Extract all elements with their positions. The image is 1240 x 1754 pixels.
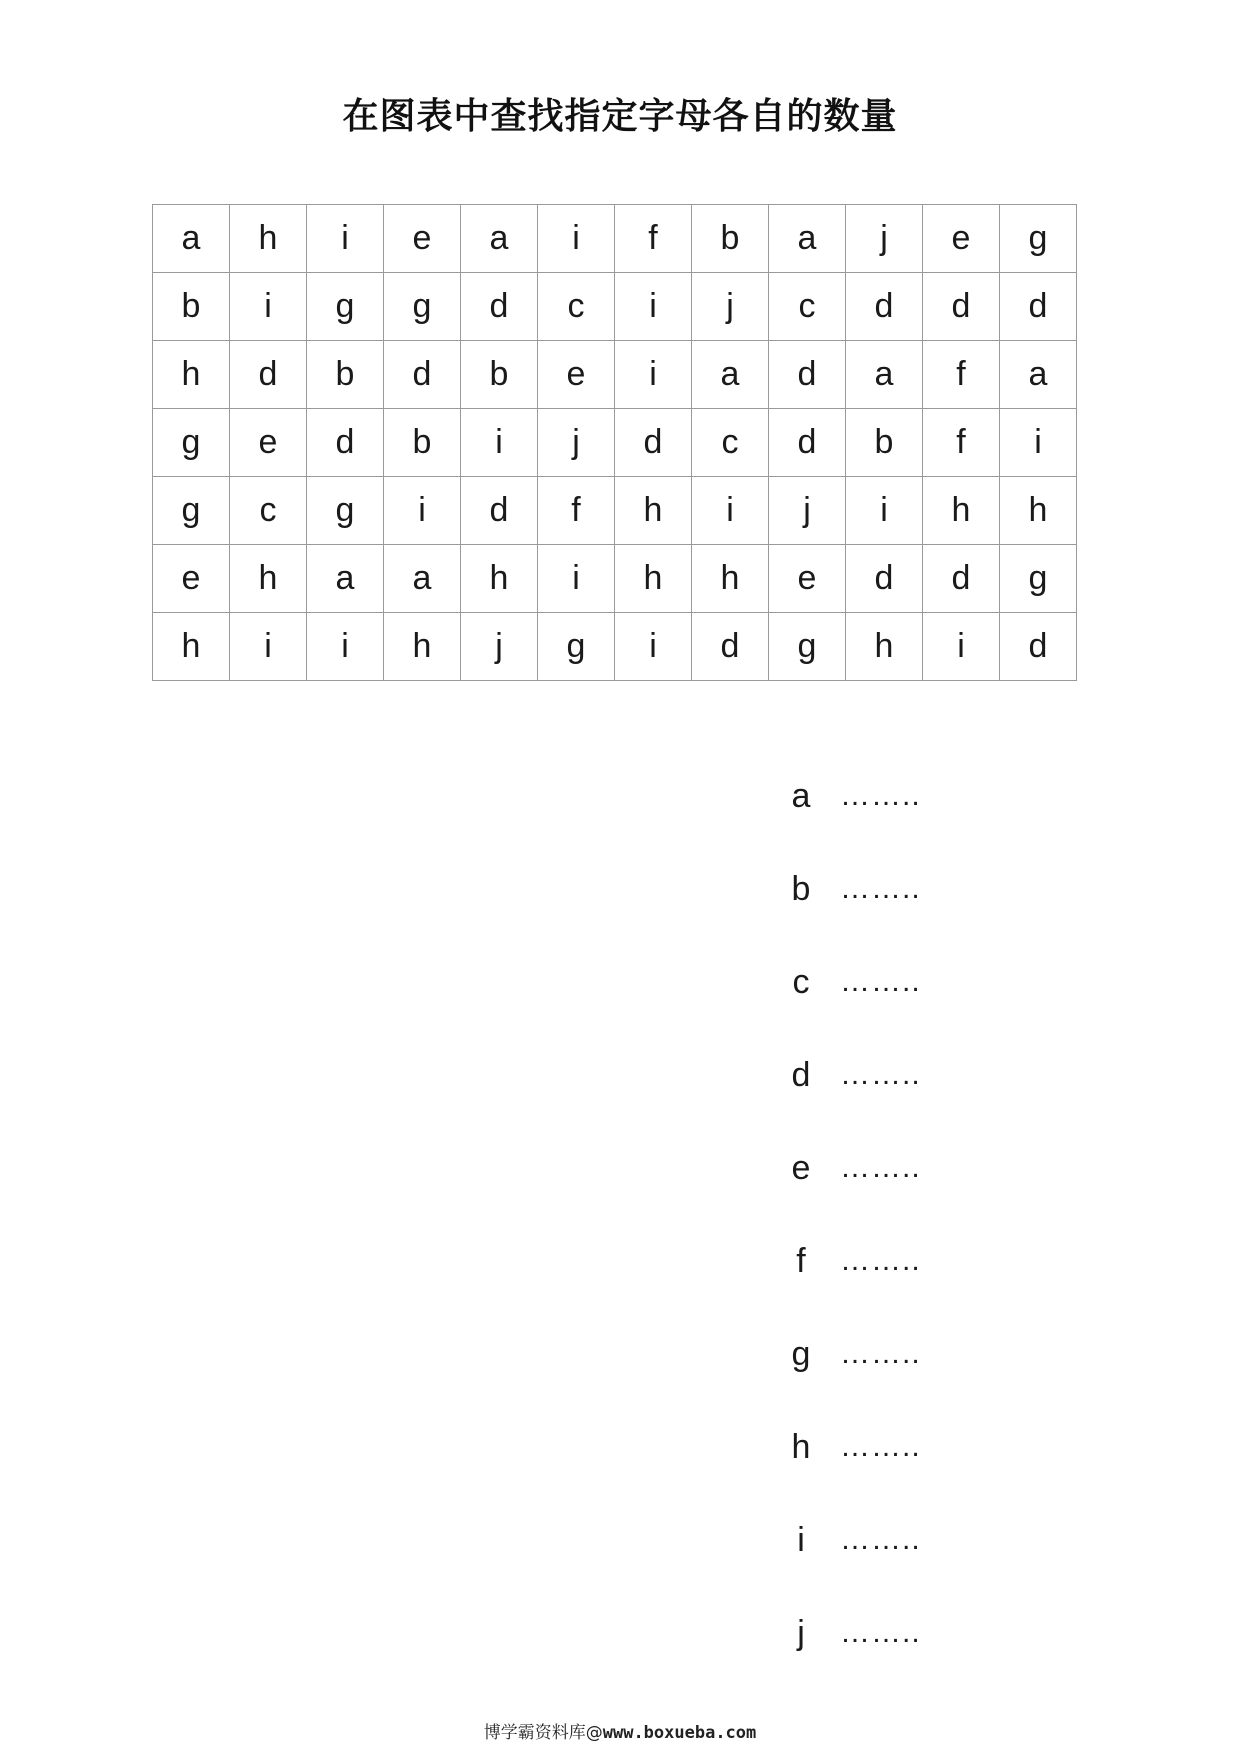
answer-row [770,776,990,869]
grid-cell: a [1000,341,1077,409]
grid-cell: e [230,409,307,477]
grid-cell: e [384,205,461,273]
grid-cell: b [153,273,230,341]
grid-cell: a [461,205,538,273]
grid-row [153,545,1077,613]
grid-cell: j [692,273,769,341]
grid-cell: e [153,545,230,613]
answer-blank: …….. [840,1523,921,1556]
grid-cell: d [846,545,923,613]
answer-letter: c [792,963,810,1001]
answer-blank: …….. [840,1058,921,1091]
grid-cell: d [923,545,1000,613]
grid-cell: g [1000,205,1077,273]
answer-list [770,776,990,1706]
grid-cell: c [692,409,769,477]
grid-row [153,477,1077,545]
grid-cell: d [461,273,538,341]
grid-cell: h [692,545,769,613]
grid-cell: f [615,205,692,273]
grid-cell: d [769,409,846,477]
answer-blank: …….. [840,1151,921,1184]
worksheet-title: 在图表中查找指定字母各自的数量 [342,96,898,137]
grid-cell: h [923,477,1000,545]
answer-row [770,1055,990,1148]
grid-cell: i [307,205,384,273]
grid-cell: i [615,613,692,681]
answer-row [770,869,990,962]
grid-cell: g [1000,545,1077,613]
grid-cell: d [769,341,846,409]
answer-letter: h [791,1428,811,1466]
grid-row [153,409,1077,477]
grid-cell: i [1000,409,1077,477]
grid-cell: i [538,545,615,613]
grid-cell: h [461,545,538,613]
grid-cell: g [153,477,230,545]
grid-cell: h [846,613,923,681]
answer-row [770,1148,990,1241]
answer-letter: i [797,1521,805,1559]
answer-letter: e [791,1149,811,1187]
grid-cell: a [692,341,769,409]
grid-cell: h [153,341,230,409]
grid-cell: i [615,341,692,409]
grid-cell: g [384,273,461,341]
grid-cell: a [846,341,923,409]
grid-cell: a [769,205,846,273]
letter-grid [152,204,1077,681]
grid-cell: h [153,613,230,681]
grid-cell: b [692,205,769,273]
grid-cell: b [384,409,461,477]
grid-cell: g [769,613,846,681]
grid-row [153,341,1077,409]
grid-cell: i [230,613,307,681]
grid-cell: d [1000,613,1077,681]
grid-cell: d [692,613,769,681]
answer-blank: …….. [840,872,921,905]
grid-cell: c [230,477,307,545]
grid-cell: d [230,341,307,409]
answer-row [770,1241,990,1334]
grid-cell: h [230,545,307,613]
grid-cell: i [461,409,538,477]
grid-cell: g [307,273,384,341]
answer-blank: …….. [840,1244,921,1277]
answer-row [770,1613,990,1706]
grid-cell: j [461,613,538,681]
answer-blank: …….. [840,965,921,998]
answer-letter: d [791,1056,811,1094]
grid-cell: e [923,205,1000,273]
answer-letter: j [797,1614,805,1652]
grid-cell: h [384,613,461,681]
grid-cell: e [769,545,846,613]
answer-row [770,1427,990,1520]
grid-cell: d [1000,273,1077,341]
grid-cell: d [461,477,538,545]
grid-cell: d [307,409,384,477]
grid-cell: c [769,273,846,341]
grid-cell: i [538,205,615,273]
answer-letter: b [791,870,811,908]
grid-cell: f [538,477,615,545]
answer-blank: …….. [840,1337,921,1370]
grid-cell: a [384,545,461,613]
grid-cell: h [615,477,692,545]
grid-cell: b [461,341,538,409]
grid-cell: h [230,205,307,273]
grid-row [153,613,1077,681]
grid-cell: i [692,477,769,545]
grid-cell: g [153,409,230,477]
answer-row [770,1334,990,1427]
grid-cell: j [846,205,923,273]
grid-cell: b [307,341,384,409]
grid-cell: b [846,409,923,477]
grid-cell: i [923,613,1000,681]
grid-cell: d [846,273,923,341]
footer-label: 博学霸资料库@ [483,1723,603,1743]
answer-blank: …….. [840,1430,921,1463]
footer-site: www.boxueba.com [602,1723,757,1743]
footer [0,1718,1240,1743]
grid-cell: i [307,613,384,681]
answer-letter: g [791,1335,811,1373]
answer-row [770,1520,990,1613]
grid-cell: j [538,409,615,477]
answer-letter: a [791,777,811,815]
grid-cell: j [769,477,846,545]
grid-cell: f [923,409,1000,477]
grid-cell: i [384,477,461,545]
grid-row [153,273,1077,341]
grid-cell: i [615,273,692,341]
grid-cell: e [538,341,615,409]
grid-cell: i [846,477,923,545]
grid-cell: c [538,273,615,341]
grid-cell: f [923,341,1000,409]
grid-cell: a [153,205,230,273]
grid-cell: d [615,409,692,477]
grid-cell: h [1000,477,1077,545]
grid-cell: i [230,273,307,341]
grid-cell: g [538,613,615,681]
grid-row [153,205,1077,273]
grid-cell: a [307,545,384,613]
answer-row [770,962,990,1055]
grid-cell: d [923,273,1000,341]
answer-blank: …….. [840,1616,921,1649]
grid-cell: h [615,545,692,613]
answer-blank: …….. [840,779,921,812]
grid-cell: d [384,341,461,409]
answer-letter: f [796,1242,806,1280]
grid-cell: g [307,477,384,545]
